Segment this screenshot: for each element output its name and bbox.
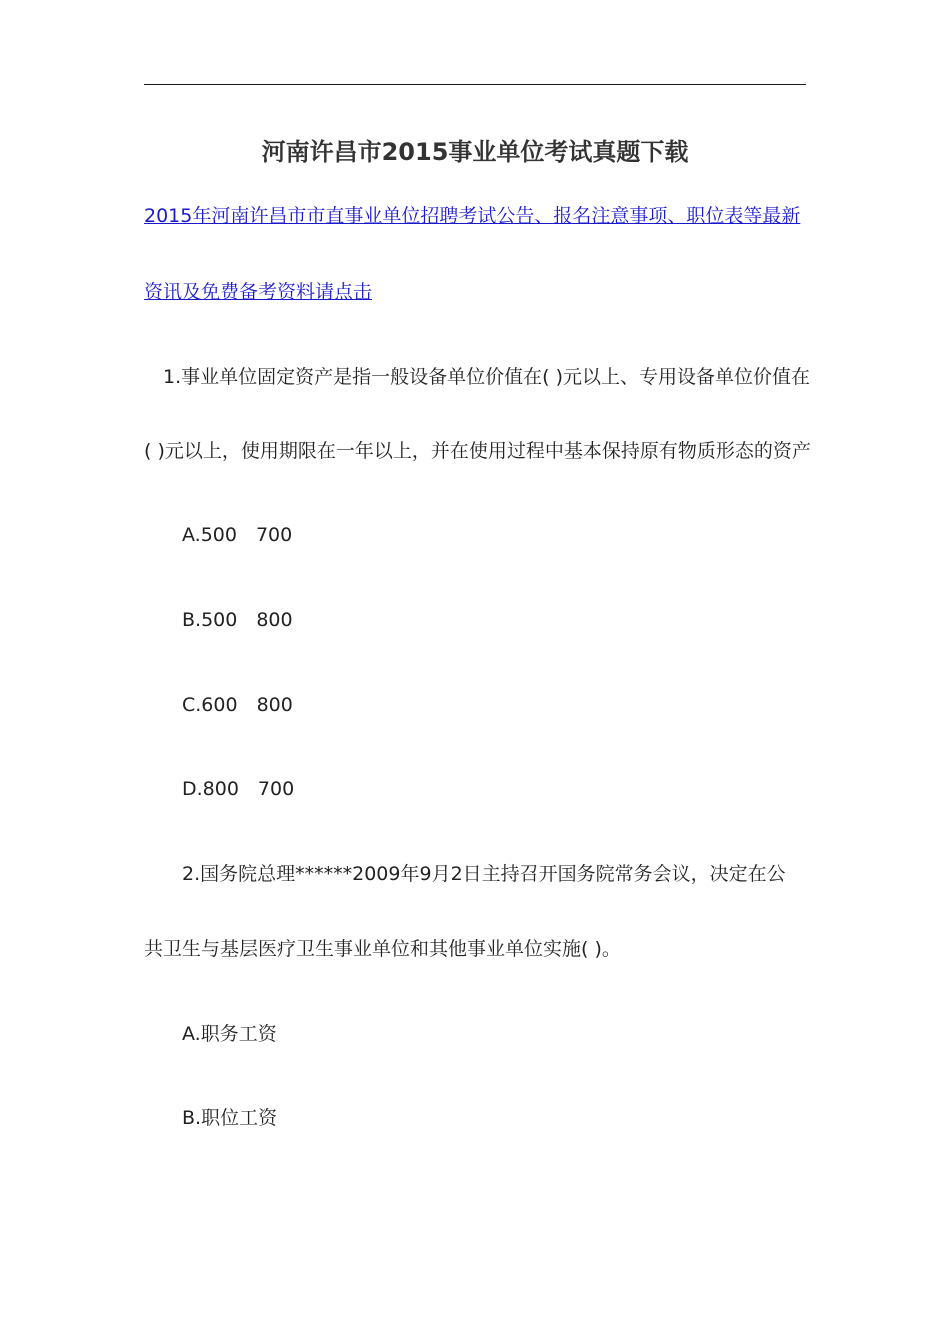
question-1-option-c: C.600 800 <box>182 694 293 716</box>
registration-link-line-1[interactable]: 2015年河南许昌市市直事业单位招聘考试公告、报名注意事项、职位表等最新 <box>144 205 801 227</box>
header-rule <box>144 84 806 85</box>
question-2-text-line-1: 2.国务院总理******2009年9月2日主持召开国务院常务会议，决定在公 <box>182 863 786 885</box>
question-1-option-d: D.800 700 <box>182 778 295 800</box>
question-1-text-line-2: ( )元以上，使用期限在一年以上，并在使用过程中基本保持原有物质形态的资产 <box>144 440 811 462</box>
question-2-option-b: B.职位工资 <box>182 1107 278 1129</box>
question-1-text-line-1: 1.事业单位固定资产是指一般设备单位价值在( )元以上、专用设备单位价值在 <box>163 366 810 388</box>
registration-link-line-2[interactable]: 资讯及免费备考资料请点击 <box>144 281 373 303</box>
page-title: 河南许昌市2015事业单位考试真题下载 <box>261 138 689 166</box>
question-1-option-b: B.500 800 <box>182 609 293 631</box>
question-2-option-a: A.职务工资 <box>182 1023 277 1045</box>
question-2-text-line-2: 共卫生与基层医疗卫生事业单位和其他事业单位实施( )。 <box>144 938 621 960</box>
question-1-option-a: A.500 700 <box>182 524 293 546</box>
